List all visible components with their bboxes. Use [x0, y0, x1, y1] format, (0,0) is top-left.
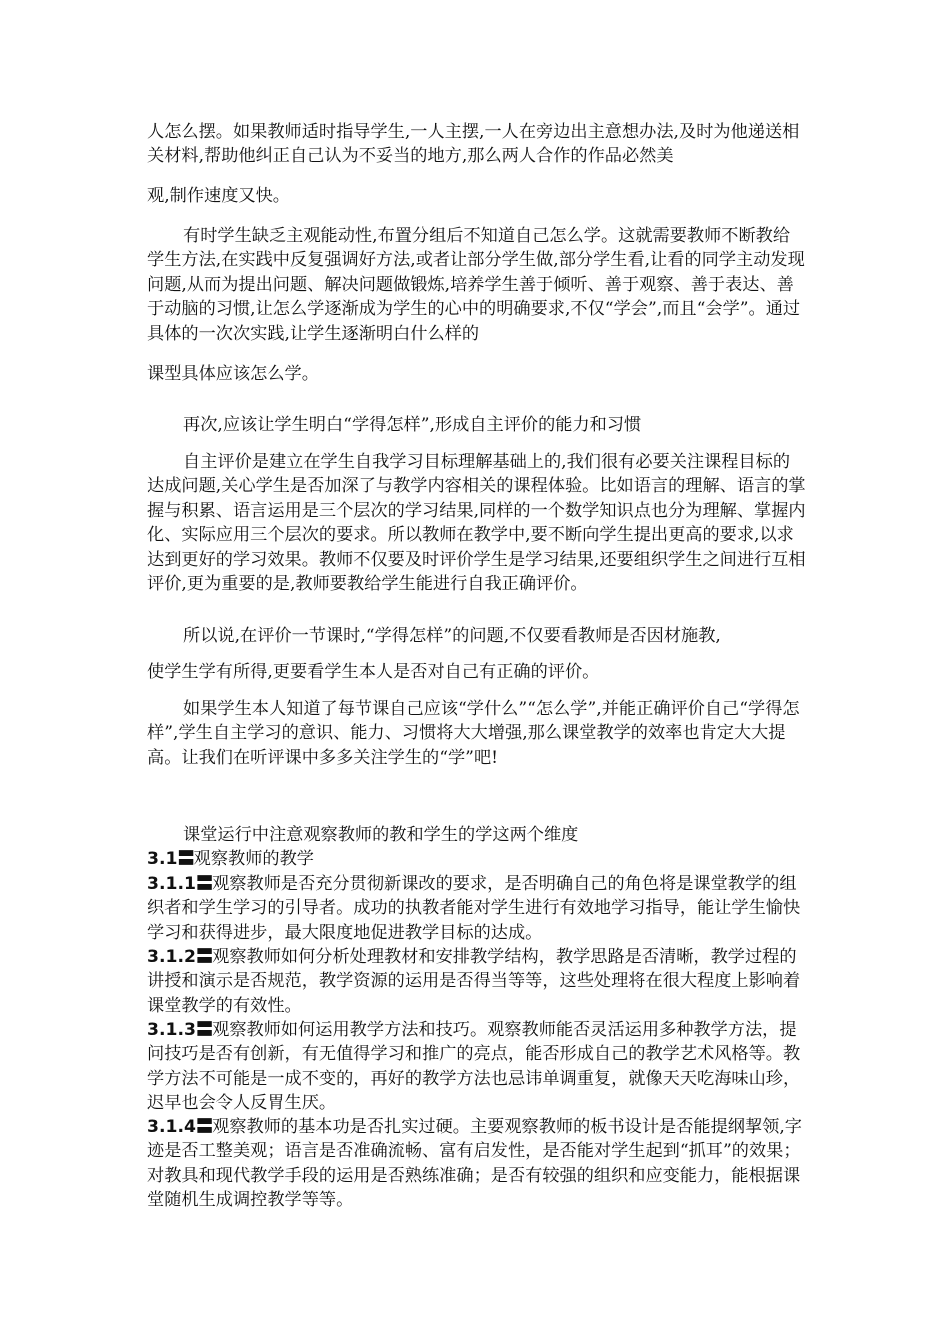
- section-number: 3.1.1: [147, 874, 196, 894]
- section-3-1: [147, 847, 807, 871]
- section-text: 观察教师如何分析处理教材和安排教学结构，教学思路是否清晰，教学过程的讲授和演示是否规范，教学资源的运用是否得当等等，这些处理将在很大程度上影响着课堂教学的有效性。: [147, 947, 801, 1016]
- separator-glyph: 〓: [195, 1020, 213, 1040]
- section-3-1-2: [147, 945, 807, 1018]
- section-number: 3.1.3: [147, 1020, 196, 1040]
- paragraph-5-continued: 使学生学有所得,更要看学生本人是否对自己有正确的评价。: [147, 662, 600, 682]
- paragraph-1: 人怎么摆。如果教师适时指导学生,一人主摆,一人在旁边出主意想办法,及时为他递送相关材料,帮助他纠正自己认为不妥当的地方,那么两人合作的作品必然美: [147, 122, 800, 167]
- section-3-1-1: [147, 872, 807, 945]
- section-number: 3.1: [147, 849, 178, 869]
- section-3-1-3: [147, 1018, 807, 1116]
- separator-glyph: 〓: [195, 1117, 213, 1137]
- paragraph-4: 自主评价是建立在学生自我学习目标理解基础上的,我们很有必要关注课程目标的达成问题,关心学生是否加深了与教学内容相关的课程体验。比如语言的理解、语言的掌握与积累、语言运用是三个层次的学习结果,同样的一个数学知识点也分为理解、掌握内化、实际应用三个层次的要求。所以教师在教学中,要不断向学生提出更高的要求,以求达到更好的学习效果。教师不仅要及时评价学生是学习结果,还要组织学生之间进行互相评价,更为重要的是,教师要教给学生能进行自我正确评价。: [147, 452, 806, 595]
- paragraph-2-continued: 课型具体应该怎么学。: [147, 364, 319, 384]
- separator-glyph: 〓: [177, 849, 194, 869]
- paragraph-2: 有时学生缺乏主观能动性,布置分组后不知道自己怎么学。这就需要教师不断教给学生方法,在实践中反复强调好方法,或者让部分学生做,部分学生看,让看的同学主动发现问题,从而为提出问题、解决问题做锻炼,培养学生善于倾听、善于观察、善于表达、善于动脑的习惯,让怎么学逐渐成为学生的心中的明确要求,不仅“学会”,而且“会学”。通过具体的一次次实践,让学生逐渐明白什么样的: [147, 226, 805, 344]
- paragraph-5: 所以说,在评价一节课时,“学得怎样”的问题,不仅要看教师是否因材施教,: [183, 626, 721, 646]
- separator-glyph: 〓: [195, 947, 213, 967]
- section-number: 3.1.4: [147, 1117, 196, 1137]
- section-3-1-4: [147, 1115, 807, 1213]
- section-text: 观察教师是否充分贯彻新课改的要求，是否明确自己的角色将是课堂教学的组织者和学生学习的引导者。成功的执教者能对学生进行有效地学习指导，能让学生愉快学习和获得进步，最大限度地促进教学目标的达成。: [147, 874, 801, 943]
- paragraph-7-heading: 课堂运行中注意观察教师的教和学生的学这两个维度: [183, 825, 579, 845]
- section-text: 观察教师如何运用教学方法和技巧。观察教师能否灵活运用多种教学方法，提问技巧是否有创新，有无值得学习和推广的亮点，能否形成自己的教学艺术风格等。教学方法不可能是一成不变的，再好的教学方法也忌讳单调重复，就像天天吃海味山珍，迟早也会令人反胃生厌。: [147, 1020, 801, 1114]
- section-text: 观察教师的教学: [193, 849, 314, 869]
- section-text: 观察教师的基本功是否扎实过硬。主要观察教师的板书设计是否能提纲挈领,字迹是否工整美观；语言是否准确流畅、富有启发性，是否能对学生起到“抓耳”的效果；对教具和现代教学手段的运用是否熟练准确；是否有较强的组织和应变能力，能根据课堂随机生成调控教学等等。: [147, 1117, 802, 1211]
- paragraph-3-heading: 再次,应该让学生明白“学得怎样”,形成自主评价的能力和习惯: [183, 415, 642, 435]
- separator-glyph: 〓: [195, 874, 213, 894]
- section-number: 3.1.2: [147, 947, 196, 967]
- paragraph-1-continued: 观,制作速度又快。: [147, 186, 290, 206]
- paragraph-6: 如果学生本人知道了每节课自己应该“学什么”“怎么学”,并能正确评价自己“学得怎样”,学生自主学习的意识、能力、习惯将大大增强,那么课堂教学的效率也肯定大大提高。让我们在听评课中多多关注学生的“学”吧!: [147, 699, 800, 768]
